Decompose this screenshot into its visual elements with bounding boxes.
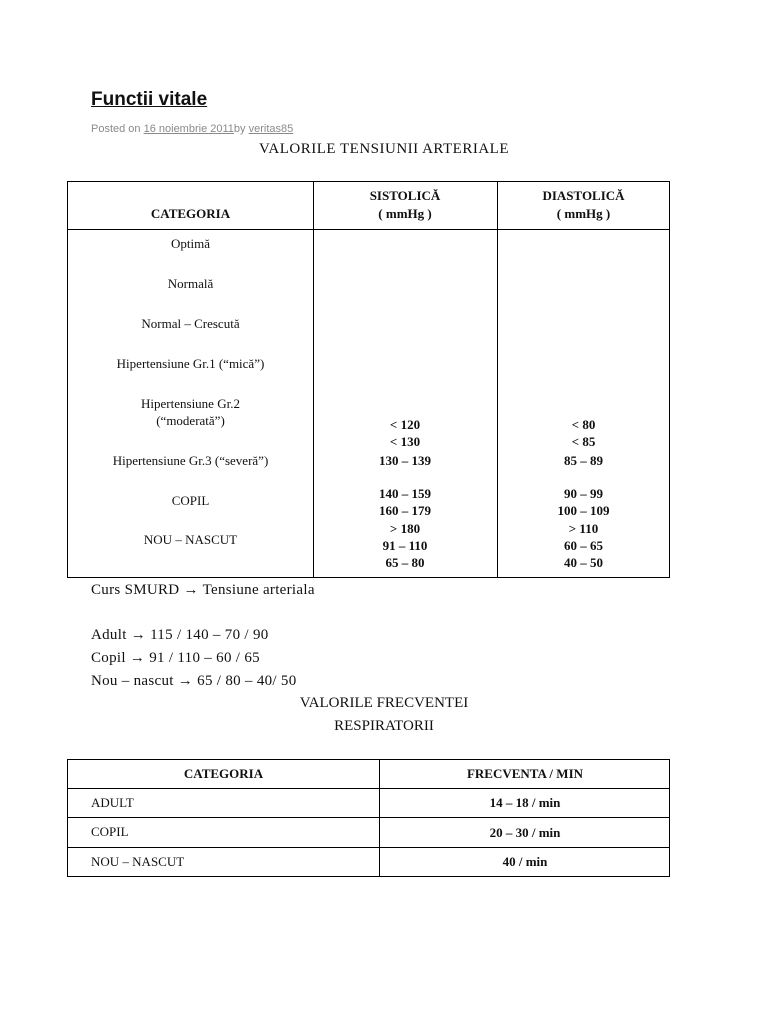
systolic-value: < 120 (389, 417, 421, 432)
blood-pressure-table (67, 181, 670, 578)
smurd-adult: Adult → 115 / 140 – 70 / 90 (91, 627, 269, 643)
diastolic-value: 85 – 89 (564, 453, 603, 468)
systolic-value: 91 – 110 (382, 538, 428, 553)
smurd-nou-nascut: Nou – nascut → 65 / 80 – 40/ 50 (91, 673, 297, 689)
systolic-value: < 130 (389, 434, 421, 449)
row-divider (68, 817, 669, 818)
table-row-category: NOU – NASCUT (91, 854, 185, 869)
smurd-copil: Copil → 91 / 110 – 60 / 65 (91, 650, 260, 666)
header-divider (68, 229, 669, 230)
bp-table-heading: VALORILE TENSIUNII ARTERIALE (258, 141, 510, 157)
header-sistolica-unit: ( mmHg ) (378, 206, 432, 221)
rr-heading-line1: VALORILE FRECVENTEI (299, 695, 469, 711)
category-item: (“moderată”) (156, 413, 225, 428)
systolic-value: > 180 (389, 521, 421, 536)
category-item: Hipertensiune Gr.3 (“severă”) (112, 453, 269, 468)
systolic-value: 130 – 139 (379, 453, 431, 468)
header-diastolica: DIASTOLICĂ (542, 188, 625, 203)
table-row-category: ADULT (91, 795, 134, 810)
post-meta (91, 123, 293, 135)
author-link[interactable]: veritas85 (248, 123, 294, 135)
table-row-value: 20 – 30 / min (489, 825, 561, 840)
post-date-link[interactable]: 16 noiembrie 2011 (143, 123, 234, 135)
row-divider (68, 847, 669, 848)
diastolic-value: < 80 (571, 417, 596, 432)
systolic-value: 160 – 179 (379, 503, 431, 518)
systolic-value: 140 – 159 (379, 486, 431, 501)
respiratory-rate-table (67, 759, 670, 877)
header-categoria: CATEGORIA (183, 766, 264, 781)
header-frecventa: FRECVENTA / MIN (466, 766, 584, 781)
category-item: Hipertensiune Gr.2 (141, 396, 240, 411)
diastolic-value: 60 – 65 (564, 538, 603, 553)
table-row-category: COPIL (91, 824, 129, 839)
category-item: Optimă (171, 236, 210, 251)
category-item: COPIL (171, 493, 210, 508)
smurd-title: Curs SMURD → Tensiune arteriala (91, 582, 315, 598)
category-item: Hipertensiune Gr.1 (“mică”) (116, 356, 265, 371)
table-row-value: 14 – 18 / min (489, 795, 561, 810)
diastolic-value: 40 – 50 (564, 555, 603, 570)
category-item: Normală (167, 276, 214, 291)
rr-heading-line2: RESPIRATORII (334, 718, 434, 734)
diastolic-value: 90 – 99 (564, 486, 603, 501)
post-title[interactable]: Functii vitale (91, 89, 208, 110)
diastolic-value: < 85 (571, 434, 596, 449)
diastolic-value: 100 – 109 (557, 503, 610, 518)
diastolic-value: > 110 (568, 521, 599, 536)
category-item: NOU – NASCUT (143, 532, 238, 547)
by-label: by (233, 123, 249, 135)
row-divider (68, 788, 669, 789)
posted-on-label: Posted on (91, 123, 144, 135)
header-categoria: CATEGORIA (150, 206, 231, 221)
category-item: Normal – Crescută (141, 316, 240, 331)
systolic-value: 65 – 80 (385, 555, 425, 570)
header-sistolica: SISTOLICĂ (369, 188, 441, 203)
table-row-value: 40 / min (502, 854, 548, 869)
header-diastolica-unit: ( mmHg ) (556, 206, 611, 221)
